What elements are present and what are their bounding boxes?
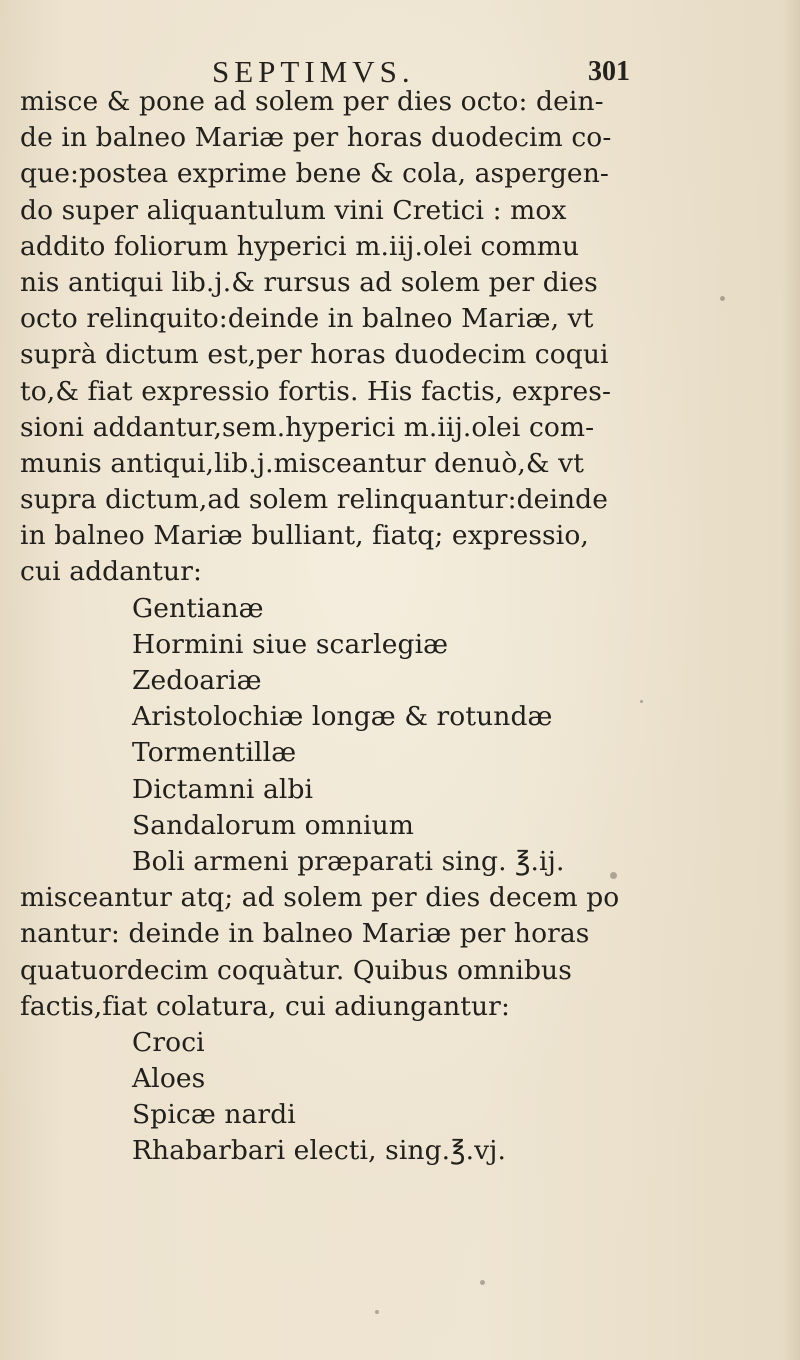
text-line: supra dictum,ad solem relinquantur:deinde <box>20 484 609 516</box>
text-line: addito foliorum hyperici m.iij.olei commu <box>20 230 580 262</box>
ingredient-line: Sandalorum omnium <box>132 809 415 841</box>
ingredient-line: Zedoariæ <box>132 665 262 696</box>
paper-speck <box>720 296 725 301</box>
ingredient-line: Rhabarbari electi, sing.℥.vj. <box>132 1135 507 1167</box>
ingredient-line: Aloes <box>132 1063 206 1095</box>
text-line: misceantur atq; ad solem per dies decem po <box>20 882 620 914</box>
running-head-title: SEPTIMVS. <box>212 54 415 89</box>
text-line: quatuordecim coquàtur. Quibus omnibus <box>20 954 572 986</box>
body-text <box>20 84 660 1170</box>
text-line: do super aliquantulum vini Cretici : mox <box>20 194 567 226</box>
paper-speck <box>375 1310 379 1314</box>
text-line: sioni addantur,sem.hyperici m.iij.olei com- <box>20 411 595 443</box>
ingredient-line: Spicæ nardi <box>132 1099 296 1131</box>
text-line: to,& fiat expressio fortis. His factis, expres- <box>20 375 612 407</box>
ingredient-line: Tormentillæ <box>132 737 297 769</box>
ingredient-line: Gentianæ <box>132 592 264 624</box>
text-line: que:postea exprime bene & cola, aspergen- <box>20 158 609 190</box>
paper-speck <box>640 700 643 703</box>
text-line: nantur: deinde in balneo Mariæ per horas <box>20 918 590 950</box>
text-line: in balneo Mariæ bulliant, fiatq; expressio, <box>20 520 589 552</box>
text-line: nis antiqui lib.j.& rursus ad solem per dies <box>20 266 598 298</box>
paper-speck <box>480 1280 485 1285</box>
text-line: cui addantur: <box>20 556 203 588</box>
ingredient-line: Boli armeni præparati sing. ℥.ij. <box>132 845 565 877</box>
text-line: factis,fiat colatura, cui adiungantur: <box>20 990 510 1022</box>
text-line: de in balneo Mariæ per horas duodecim co- <box>20 122 612 154</box>
text-line: munis antiqui,lib.j.misceantur denuò,& vt <box>20 447 584 479</box>
page-edge-shadow <box>782 0 800 1360</box>
text-line: suprà dictum est,per horas duodecim coqui <box>20 339 609 371</box>
ingredient-line: Aristolochiæ longæ & rotundæ <box>132 701 553 733</box>
text-line: misce & pone ad solem per dies octo: dein- <box>20 86 604 117</box>
ingredient-line: Hormini siue scarlegiæ <box>132 628 449 660</box>
paper-speck <box>610 872 617 879</box>
ingredient-line: Croci <box>132 1026 205 1058</box>
text-line: octo relinquito:deinde in balneo Mariæ, vt <box>20 303 594 335</box>
page-number: 301 <box>588 56 630 87</box>
ingredient-line: Dictamni albi <box>132 773 314 805</box>
